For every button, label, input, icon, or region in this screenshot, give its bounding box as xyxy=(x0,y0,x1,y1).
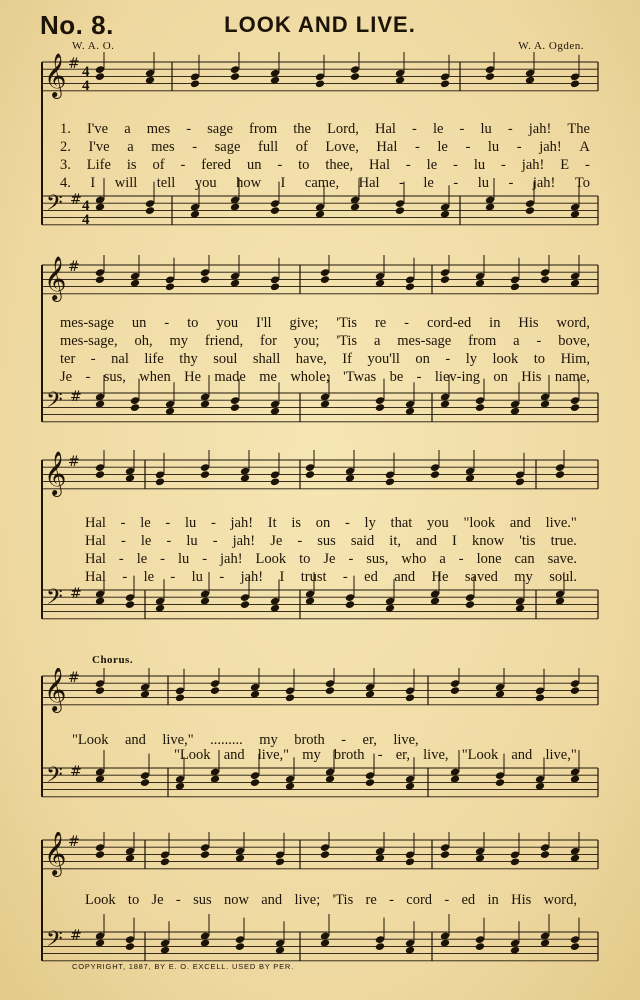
lyric-syllable: and xyxy=(223,747,245,763)
lyric-syllable: - xyxy=(414,139,420,155)
lyric-syllable: ed xyxy=(364,569,378,585)
lyric-line xyxy=(85,514,577,532)
lyric-syllable: er, xyxy=(362,732,377,748)
treble-staff xyxy=(42,450,598,497)
lyric-syllable: - xyxy=(170,569,176,585)
svg-text:𝄢: 𝄢 xyxy=(46,388,63,418)
svg-text:#: # xyxy=(68,259,80,275)
lyric-syllable: - xyxy=(458,551,464,567)
svg-text:𝄞: 𝄞 xyxy=(44,451,67,495)
svg-text:#: # xyxy=(70,586,82,602)
treble-staff xyxy=(42,255,598,302)
lyric-syllable: "look xyxy=(463,515,496,531)
lyric-syllable: Life xyxy=(86,157,111,173)
lyric-syllable: I xyxy=(90,175,96,191)
lyric-syllable: mes-sage xyxy=(397,333,452,349)
treble-staff xyxy=(42,832,598,877)
lyric-syllable: in xyxy=(487,892,499,908)
lyric-syllable: cord xyxy=(406,892,433,908)
lyric-syllable: re xyxy=(365,892,377,908)
lyric-syllable: give; xyxy=(289,315,319,331)
composer-credit: W. A. Ogden. xyxy=(518,40,584,52)
lyric-syllable: - xyxy=(501,157,506,173)
lyric-syllable: le xyxy=(140,533,152,549)
lyric-syllable: mes xyxy=(146,121,171,137)
lyric-syllable: - xyxy=(516,139,522,155)
lyric-syllable: will xyxy=(114,175,138,191)
lyric-syllable: re xyxy=(374,315,387,331)
lyric-syllable: mes xyxy=(151,139,175,155)
lyric-syllable: Je xyxy=(151,892,164,908)
lyric-syllable: 3. xyxy=(60,157,71,173)
svg-text:4: 4 xyxy=(82,212,90,228)
lyric-syllable: - xyxy=(202,551,208,567)
lyric-syllable: a xyxy=(124,121,131,137)
lyric-syllable: I xyxy=(452,533,457,549)
lyric-syllable: 'Tis xyxy=(336,315,358,331)
svg-text:#: # xyxy=(68,454,80,470)
lyric-syllable: lu xyxy=(184,515,197,531)
lyric-syllable: saved xyxy=(464,569,498,585)
lyric-syllable: - xyxy=(348,551,354,567)
treble-staff xyxy=(42,52,598,99)
lyric-syllable: 1. xyxy=(60,121,71,137)
lyric-line xyxy=(60,314,590,332)
lyric-syllable: can xyxy=(514,551,535,567)
lyric-syllable: - xyxy=(210,515,216,531)
lyric-syllable: - xyxy=(121,533,126,549)
lyric-syllable: - xyxy=(180,157,186,173)
lyric-syllable: - xyxy=(341,732,347,748)
lyric-syllable: soul xyxy=(213,351,238,367)
lyric-syllable: and xyxy=(261,892,283,908)
lyric-line xyxy=(60,350,590,368)
lyric-syllable: - xyxy=(459,121,465,137)
lyric-syllable: live, xyxy=(393,732,419,748)
lyric-syllable: look xyxy=(492,351,519,367)
lyric-syllable: - xyxy=(166,533,172,549)
lyric-syllable: on xyxy=(315,515,331,531)
lyric-syllable: whole; xyxy=(290,369,330,385)
lyric-syllable: you'll xyxy=(367,351,400,367)
lyric-syllable: Lord, xyxy=(327,121,359,137)
svg-text:𝄞: 𝄞 xyxy=(44,53,67,97)
svg-text:#: # xyxy=(68,670,80,686)
lyric-syllable: nal xyxy=(111,351,129,367)
lyric-syllable: Hal xyxy=(374,121,396,137)
hymn-title: LOOK AND LIVE. xyxy=(224,12,416,37)
chorus-label: Chorus. xyxy=(92,654,134,666)
lyric-syllable: said xyxy=(350,533,375,549)
lyric-syllable: you xyxy=(216,315,239,331)
lyric-syllable: le xyxy=(437,139,448,155)
svg-text:#: # xyxy=(68,834,80,850)
lyric-syllable: - xyxy=(412,121,417,137)
lyric-syllable: - xyxy=(212,533,218,549)
lyric-syllable: I've xyxy=(86,121,109,137)
lyric-syllable: a xyxy=(439,551,446,567)
lyric-syllable: live." xyxy=(545,515,577,531)
lyric-syllable: 2. xyxy=(60,139,71,155)
lyric-syllable: - xyxy=(164,315,170,331)
svg-text:#: # xyxy=(70,764,82,780)
lyric-syllable: Hal xyxy=(376,139,398,155)
lyric-line xyxy=(60,120,590,138)
lyric-syllable: - xyxy=(399,175,404,191)
lyric-syllable: His xyxy=(521,369,542,385)
lyric-syllable: tell xyxy=(156,175,176,191)
lyric-syllable: liev-ing xyxy=(434,369,480,385)
lyric-syllable: live," xyxy=(545,747,577,763)
lyric-syllable: how xyxy=(236,175,262,191)
lyric-syllable: - xyxy=(342,569,348,585)
lyric-syllable: and xyxy=(509,515,531,531)
lyric-syllable: you; xyxy=(293,333,320,349)
lyric-syllable: - xyxy=(122,569,128,585)
lyric-syllable: - xyxy=(219,569,225,585)
lyric-syllable: lu xyxy=(191,569,203,585)
lyric-syllable: is xyxy=(126,157,137,173)
lyric-syllable: sage xyxy=(207,121,233,137)
lyric-syllable: - xyxy=(404,315,410,331)
lyric-syllable: to xyxy=(127,892,140,908)
lyric-syllable: jah! xyxy=(220,551,243,567)
lyric-syllable: broth xyxy=(333,747,365,763)
lyric-syllable: - xyxy=(277,157,283,173)
lyric-syllable: ter xyxy=(60,351,76,367)
lyric-syllable: came, xyxy=(304,175,340,191)
svg-text:𝄞: 𝄞 xyxy=(44,668,67,711)
lyric-syllable: Him, xyxy=(560,351,590,367)
lyric-line xyxy=(85,568,577,586)
lyric-syllable: you xyxy=(427,515,449,531)
lyric-syllable: - xyxy=(165,515,171,531)
lyric-syllable: who xyxy=(401,551,427,567)
lyric-syllable: my xyxy=(302,747,321,763)
lyric-syllable: oh, xyxy=(134,333,153,349)
lyric-syllable: E xyxy=(560,157,570,173)
lyric-line xyxy=(85,550,577,568)
lyric-syllable: He xyxy=(431,569,449,585)
lyric-syllable: sus xyxy=(193,892,212,908)
lyric-line xyxy=(85,532,577,550)
lyric-syllable: ly xyxy=(465,351,477,367)
lyric-syllable: If xyxy=(342,351,352,367)
lyric-syllable: mes-sage xyxy=(60,315,114,331)
lyric-syllable: it, xyxy=(389,533,401,549)
lyric-syllable: ed xyxy=(461,892,476,908)
lyric-syllable: fered xyxy=(201,157,232,173)
lyric-syllable: Look xyxy=(85,892,116,908)
lyric-syllable: a xyxy=(373,333,381,349)
lyric-syllable: le xyxy=(426,157,438,173)
lyric-syllable: bove, xyxy=(558,333,590,349)
lyric-syllable: friend, xyxy=(204,333,244,349)
lyric-syllable: and xyxy=(416,533,437,549)
lyric-syllable: lu xyxy=(177,551,190,567)
lyric-syllable: - xyxy=(118,551,124,567)
lyric-syllable: the xyxy=(293,121,311,137)
lyric-syllable: le xyxy=(143,569,155,585)
lyric-syllable: 'tis xyxy=(519,533,536,549)
lyric-syllable: of xyxy=(152,157,165,173)
lyric-syllable: on xyxy=(493,369,508,385)
lyric-syllable: from xyxy=(248,121,278,137)
lyric-syllable: Je xyxy=(60,369,73,385)
svg-text:4: 4 xyxy=(82,198,90,214)
lyric-syllable: save. xyxy=(547,551,577,567)
lyric-syllable: shall xyxy=(252,351,281,367)
svg-text:𝄢: 𝄢 xyxy=(46,585,63,615)
lyric-syllable: 4. xyxy=(60,175,71,191)
lyric-syllable: of xyxy=(295,139,308,155)
lyric-line xyxy=(60,368,590,386)
lyric-syllable: The xyxy=(567,121,590,137)
lyric-syllable: jah! xyxy=(528,121,552,137)
lyric-syllable: thee, xyxy=(325,157,354,173)
lyric-syllable: le xyxy=(136,551,148,567)
lyric-syllable: cord-ed xyxy=(426,315,472,331)
lyric-syllable: jah! xyxy=(539,139,562,155)
lyric-syllable: when xyxy=(139,369,171,385)
lyric-syllable: sus xyxy=(317,533,336,549)
lyric-syllable: le xyxy=(432,121,444,137)
lyric-syllable: live, xyxy=(423,747,449,763)
lyric-syllable: - xyxy=(445,351,451,367)
lyric-syllable: To xyxy=(574,175,590,191)
lyric-syllable: ly xyxy=(364,515,376,531)
lyric-line xyxy=(85,891,577,909)
lyric-syllable: lone xyxy=(476,551,502,567)
lyric-syllable: - xyxy=(416,369,422,385)
lyric-syllable: broth xyxy=(294,732,325,748)
lyric-syllable: jah! xyxy=(532,175,556,191)
lyric-syllable: from xyxy=(468,333,497,349)
lyric-syllable: be xyxy=(389,369,404,385)
svg-text:#: # xyxy=(70,192,82,208)
lyric-line xyxy=(60,156,590,174)
lyric-syllable: for xyxy=(259,333,277,349)
lyric-syllable: to xyxy=(533,351,546,367)
lyric-syllable: A xyxy=(579,139,590,155)
lyric-syllable: Hal xyxy=(85,551,106,567)
lyric-line xyxy=(60,138,590,156)
lyric-syllable: - xyxy=(344,515,350,531)
lyric-syllable: jah! xyxy=(230,515,254,531)
lyric-syllable: jah! xyxy=(232,533,256,549)
lyric-syllable: lu xyxy=(487,139,500,155)
lyric-syllable: live; xyxy=(294,892,321,908)
lyric-syllable: - xyxy=(85,369,91,385)
lyric-syllable: a xyxy=(513,333,520,349)
lyric-syllable: me xyxy=(259,369,277,385)
lyric-syllable: to xyxy=(298,157,310,173)
lyric-syllable: He xyxy=(184,369,202,385)
lyric-syllable: Hal xyxy=(85,533,106,549)
lyric-syllable: - xyxy=(465,139,471,155)
lyric-syllable: Je xyxy=(270,533,283,549)
lyric-syllable: - xyxy=(389,892,394,908)
lyric-syllable: sus, xyxy=(366,551,389,567)
lyric-syllable: Hal xyxy=(369,157,390,173)
lyric-syllable: name, xyxy=(554,369,590,385)
lyric-syllable: It xyxy=(267,515,277,531)
lyric-syllable: trust xyxy=(300,569,327,585)
lyric-syllable: Hal xyxy=(85,515,106,531)
lyric-syllable: live," xyxy=(162,732,194,748)
lyric-syllable: - xyxy=(186,121,192,137)
lyric-syllable: true. xyxy=(550,533,577,549)
lyric-syllable: - xyxy=(507,121,513,137)
lyric-syllable: - xyxy=(453,157,458,173)
lyric-syllable: His xyxy=(511,892,532,908)
treble-staff xyxy=(42,668,598,713)
lyric-syllable: full xyxy=(257,139,279,155)
lyric-syllable: lu xyxy=(477,175,489,191)
lyric-syllable: is xyxy=(291,515,302,531)
svg-text:4: 4 xyxy=(82,78,90,94)
lyric-syllable: ......... xyxy=(210,732,243,748)
lyric-syllable: er, xyxy=(395,747,410,763)
lyric-syllable: lu xyxy=(186,533,198,549)
lyric-syllable: - xyxy=(120,515,126,531)
lyric-syllable: mes-sage, xyxy=(60,333,118,349)
lyric-syllable: un xyxy=(246,157,262,173)
lyric-syllable: on xyxy=(415,351,430,367)
lyric-syllable: lu xyxy=(480,121,492,137)
svg-text:𝄢: 𝄢 xyxy=(46,763,63,793)
svg-text:𝄢: 𝄢 xyxy=(46,927,63,957)
svg-text:4: 4 xyxy=(82,64,90,80)
lyric-syllable: le xyxy=(423,175,434,191)
lyric-syllable: a xyxy=(127,139,134,155)
lyric-syllable: my xyxy=(259,732,278,748)
lyric-syllable: I xyxy=(280,175,286,191)
lyric-syllable: Look xyxy=(255,551,287,567)
lyric-syllable: "Look xyxy=(461,747,499,763)
lyric-syllable: 'Tis xyxy=(336,333,358,349)
lyric-syllable: made xyxy=(214,369,246,385)
svg-text:#: # xyxy=(70,928,82,944)
lyric-line xyxy=(174,746,577,764)
lyric-syllable: Hal xyxy=(85,569,106,585)
lyric-syllable: know xyxy=(471,533,505,549)
lyric-syllable: now xyxy=(223,892,249,908)
lyric-line xyxy=(60,174,590,192)
lyric-syllable: - xyxy=(444,892,450,908)
lyric-syllable: Love, xyxy=(325,139,359,155)
lyric-syllable: jah! xyxy=(521,157,545,173)
lyric-syllable: "Look xyxy=(72,732,109,748)
copyright-notice: COPYRIGHT, 1887, BY E. O. EXCELL. USED BY PER. xyxy=(72,962,295,971)
lyric-syllable: I'll xyxy=(256,315,272,331)
lyric-syllable: - xyxy=(90,351,96,367)
svg-text:𝄞: 𝄞 xyxy=(44,832,67,875)
lyric-syllable: Je xyxy=(323,551,336,567)
lyric-syllable: to xyxy=(187,315,199,331)
svg-text:𝄢: 𝄢 xyxy=(46,191,63,221)
svg-text:𝄞: 𝄞 xyxy=(44,256,67,300)
lyric-syllable: "Look xyxy=(174,747,211,763)
lyric-line xyxy=(60,332,590,350)
lyric-syllable: - xyxy=(175,892,181,908)
lyric-syllable: - xyxy=(297,533,303,549)
lyric-syllable: to xyxy=(299,551,311,567)
lyric-syllable: - xyxy=(377,747,383,763)
lyric-syllable: - xyxy=(160,551,165,567)
lyric-syllable: thy xyxy=(179,351,198,367)
lyric-syllable: life xyxy=(144,351,164,367)
lyric-syllable: word, xyxy=(543,892,577,908)
lyric-syllable: my xyxy=(169,333,188,349)
lyric-syllable: that xyxy=(390,515,413,531)
lyric-syllable: jah! xyxy=(240,569,264,585)
lyric-syllable: have, xyxy=(295,351,327,367)
lyric-syllable: - xyxy=(508,175,514,191)
svg-text:#: # xyxy=(70,389,82,405)
lyric-syllable: my xyxy=(514,569,533,585)
lyric-syllable: Hal xyxy=(358,175,380,191)
lyric-syllable: in xyxy=(489,315,501,331)
lyric-syllable: word, xyxy=(556,315,590,331)
lyric-syllable: soul. xyxy=(549,569,577,585)
lyric-syllable: and xyxy=(511,747,533,763)
lyric-syllable: - xyxy=(536,333,542,349)
lyric-syllable: 'Twas xyxy=(343,369,377,385)
lyric-syllable: un xyxy=(131,315,147,331)
svg-text:#: # xyxy=(68,56,80,72)
lyric-syllable: - xyxy=(453,175,459,191)
lyric-syllable: - xyxy=(192,139,198,155)
lyric-syllable: and xyxy=(124,732,146,748)
lyric-syllable: le xyxy=(140,515,151,531)
lyric-syllable: you xyxy=(194,175,217,191)
lyric-syllable: sage xyxy=(214,139,241,155)
lyric-syllable: sus, xyxy=(103,369,126,385)
lyric-syllable: live," xyxy=(257,747,290,763)
lyric-syllable: I've xyxy=(88,139,110,155)
lyric-syllable: I xyxy=(279,569,285,585)
lyric-syllable: and xyxy=(394,569,416,585)
lyricist-credit: W. A. O. xyxy=(72,40,115,52)
lyric-syllable: - xyxy=(405,157,411,173)
lyric-syllable: His xyxy=(518,315,539,331)
lyric-syllable: lu xyxy=(473,157,486,173)
lyric-syllable: 'Tis xyxy=(332,892,354,908)
lyric-syllable: - xyxy=(585,157,590,173)
bass-staff xyxy=(42,914,598,961)
hymn-number: No. 8. xyxy=(40,10,114,40)
